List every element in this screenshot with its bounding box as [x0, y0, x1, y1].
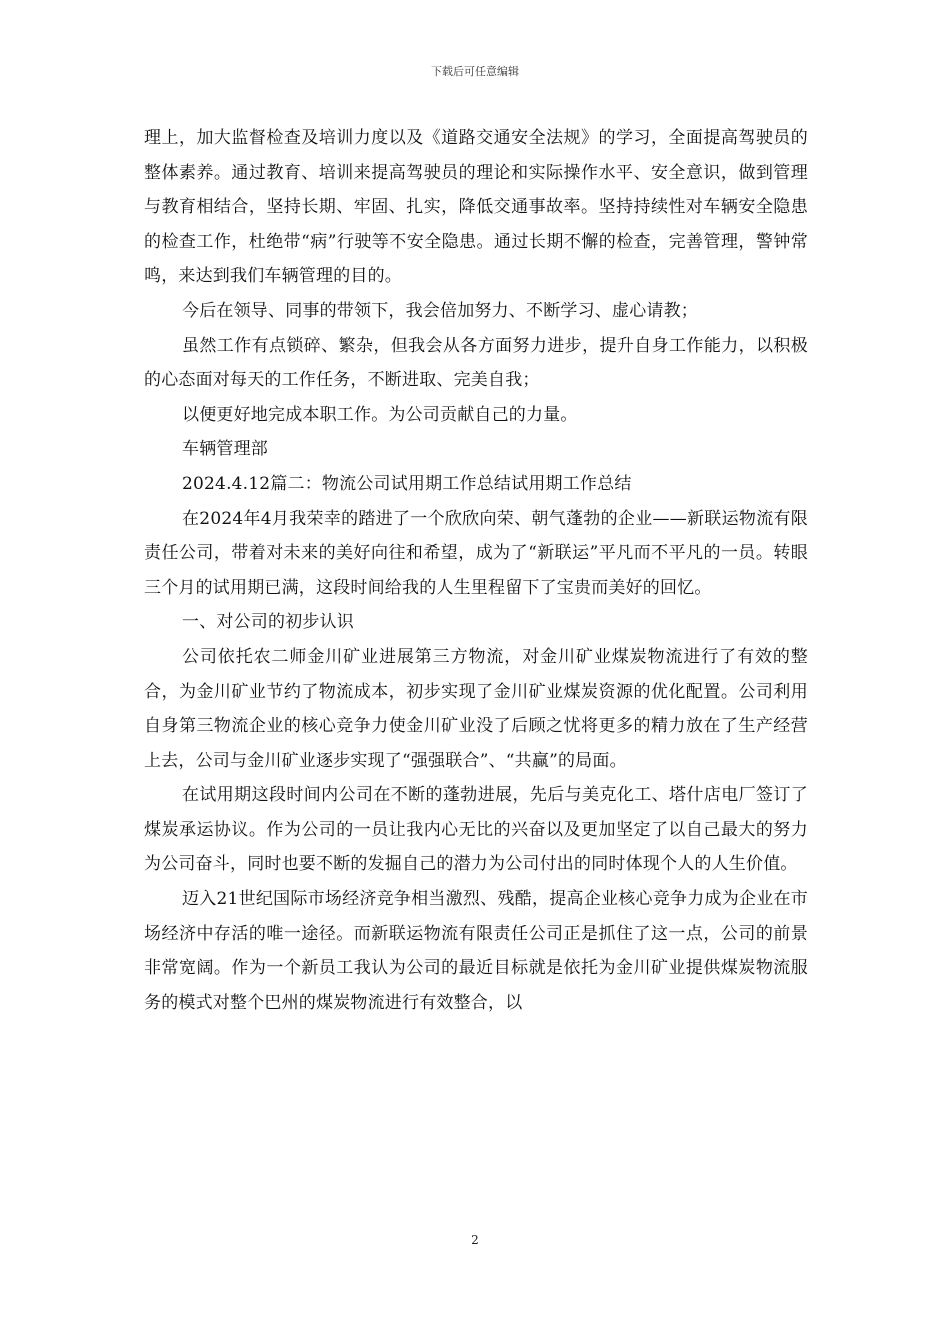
paragraph-7: 在2024年4月我荣幸的踏进了一个欣欣向荣、朝气蓬勃的企业——新联运物流有限责任公司，带着对未来的美好向往和希望，成为了“新联运”平凡而不平凡的一员。转眼三个月的试用期已满，这段时间给我的人生里程留下了宝贵而美好的回忆。	[144, 508, 808, 598]
page-header: 下载后可任意编辑	[431, 65, 519, 78]
paragraph-9: 公司依托农二师金川矿业进展第三方物流，对金川矿业煤炭物流进行了有效的整合，为金川矿业节约了物流成本，初步实现了金川矿业煤炭资源的优化配置。公司利用自身第三物流企业的核心竞争力使金川矿业没了后顾之忧将更多的精力放在了生产经营上去，公司与金川矿业逐步实现了“强强联合”、“共赢”的局面。	[144, 646, 808, 771]
department-signature: 车辆管理部	[182, 439, 268, 460]
date-and-section-title: 2024.4.12篇二：物流公司试用期工作总结试用期工作总结	[182, 473, 632, 494]
paragraph-4: 以便更好地完成本职工作。为公司贡献自己的力量。	[182, 404, 578, 425]
paragraph-11: 迈入21世纪国际市场经济竞争相当激烈、残酷，提高企业核心竞争力成为企业在市场经济中存活的唯一途径。而新联运物流有限责任公司正是抓住了这一点，公司的前景非常宽阔。作为一个新员工我认为公司的最近目标就是依托为金川矿业提供煤炭物流服务的模式对整个巴州的煤炭物流进行有效整合，以	[144, 889, 808, 1013]
page-number: 2	[471, 1233, 479, 1247]
document-body	[144, 121, 808, 1020]
paragraph-3: 虽然工作有点锁碎、繁杂，但我会从各方面努力进步，提升自身工作能力，以积极的心态面对每天的工作任务，不断进取、完美自我；	[144, 335, 808, 391]
paragraph-1: 理上，加大监督检查及培训力度以及《道路交通安全法规》的学习，全面提高驾驶员的整体素养。通过教育、培训来提高驾驶员的理论和实际操作水平、安全意识，做到管理与教育相结合，坚持长期、牢固、扎实，降低交通事故率。坚持持续性对车辆安全隐患的检查工作，杜绝带“病”行驶等不安全隐患。通过长期不懈的检查，完善管理，警钟常鸣，来达到我们车辆管理的目的。	[144, 128, 808, 287]
section-heading-1: 一、对公司的初步认识	[182, 612, 354, 633]
paragraph-10: 在试用期这段时间内公司在不断的蓬勃进展，先后与美克化工、塔什店电厂签订了煤炭承运协议。作为公司的一员让我内心无比的兴奋以及更加坚定了以自己最大的努力为公司奋斗，同时也要不断的发掘自己的潜力为公司付出的同时体现个人的人生价值。	[144, 785, 808, 875]
paragraph-2: 今后在领导、同事的带领下，我会倍加努力、不断学习、虚心请教；	[182, 300, 698, 321]
